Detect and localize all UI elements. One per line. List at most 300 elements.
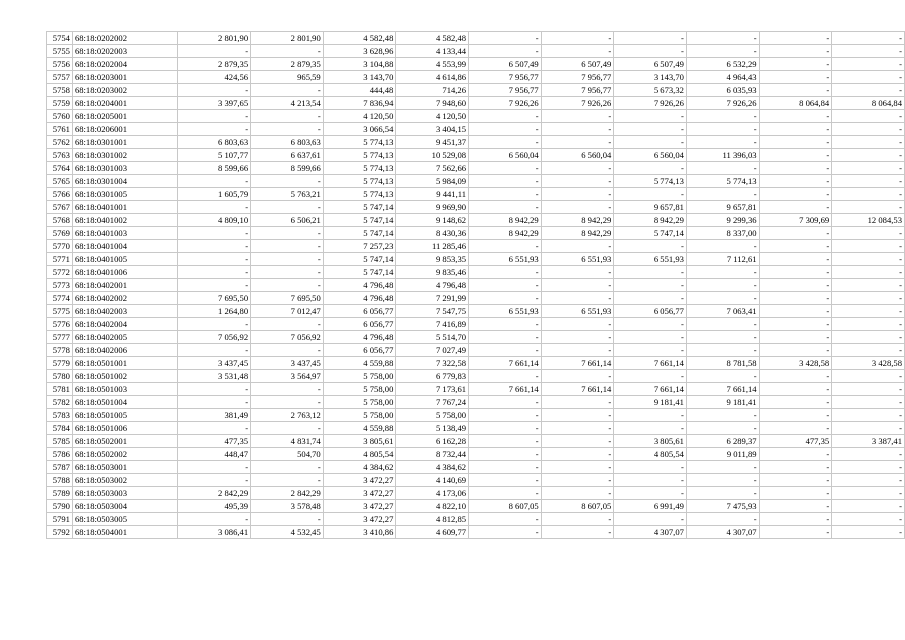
value-cell: 8 942,29 — [541, 227, 614, 240]
value-cell: - — [251, 266, 324, 279]
value-cell: 6 551,93 — [541, 305, 614, 318]
value-cell: 7 926,26 — [469, 97, 542, 110]
value-cell: 4 140,69 — [396, 474, 469, 487]
value-cell: 477,35 — [759, 435, 832, 448]
value-cell: - — [759, 253, 832, 266]
row-number-cell: 5755 — [47, 45, 73, 58]
value-cell: 8 607,05 — [541, 500, 614, 513]
table-row — [47, 422, 905, 435]
value-cell: - — [686, 45, 759, 58]
value-cell: 4 582,48 — [396, 32, 469, 45]
value-cell: - — [178, 461, 251, 474]
value-cell: - — [178, 318, 251, 331]
code-cell: 68:18:0402006 — [72, 344, 178, 357]
value-cell: 381,49 — [178, 409, 251, 422]
value-cell: 3 472,27 — [323, 474, 396, 487]
value-cell: - — [759, 266, 832, 279]
table-row — [47, 513, 905, 526]
table-row — [47, 279, 905, 292]
value-cell: 965,59 — [251, 71, 324, 84]
value-cell: - — [759, 240, 832, 253]
value-cell: - — [541, 32, 614, 45]
value-cell: 9 969,90 — [396, 201, 469, 214]
value-cell: - — [469, 526, 542, 539]
value-cell: 2 842,29 — [251, 487, 324, 500]
value-cell: - — [832, 292, 905, 305]
row-number-cell: 5785 — [47, 435, 73, 448]
value-cell: - — [251, 513, 324, 526]
value-cell: - — [251, 396, 324, 409]
value-cell: - — [759, 409, 832, 422]
value-cell: - — [251, 240, 324, 253]
value-cell: 4 805,54 — [323, 448, 396, 461]
value-cell: - — [178, 279, 251, 292]
value-cell: - — [541, 175, 614, 188]
table-row — [47, 474, 905, 487]
value-cell: 7 173,61 — [396, 383, 469, 396]
code-cell: 68:18:0401004 — [72, 240, 178, 253]
row-number-cell: 5761 — [47, 123, 73, 136]
value-cell: - — [832, 71, 905, 84]
value-cell: 8 942,29 — [469, 214, 542, 227]
value-cell: 4 553,99 — [396, 58, 469, 71]
value-cell: 7 661,14 — [686, 383, 759, 396]
value-cell: - — [614, 370, 687, 383]
value-cell: 9 148,62 — [396, 214, 469, 227]
row-number-cell: 5786 — [47, 448, 73, 461]
value-cell: - — [541, 370, 614, 383]
value-cell: 4 307,07 — [614, 526, 687, 539]
value-cell: - — [541, 201, 614, 214]
value-cell: - — [541, 513, 614, 526]
value-cell: - — [614, 513, 687, 526]
row-number-cell: 5787 — [47, 461, 73, 474]
value-cell: 6 551,93 — [614, 253, 687, 266]
value-cell: 7 926,26 — [614, 97, 687, 110]
value-cell: 8 942,29 — [541, 214, 614, 227]
value-cell: - — [469, 370, 542, 383]
value-cell: 7 056,92 — [178, 331, 251, 344]
code-cell: 68:18:0401003 — [72, 227, 178, 240]
code-cell: 68:18:0301003 — [72, 162, 178, 175]
value-cell: 5 758,00 — [323, 370, 396, 383]
value-cell: - — [759, 448, 832, 461]
value-cell: 6 506,21 — [251, 214, 324, 227]
value-cell: - — [614, 188, 687, 201]
value-cell: 7 322,58 — [396, 357, 469, 370]
code-cell: 68:18:0501005 — [72, 409, 178, 422]
value-cell: 7 948,60 — [396, 97, 469, 110]
code-cell: 68:18:0502002 — [72, 448, 178, 461]
value-cell: 4 582,48 — [323, 32, 396, 45]
code-cell: 68:18:0202004 — [72, 58, 178, 71]
value-cell: - — [832, 110, 905, 123]
value-cell: 4 559,88 — [323, 357, 396, 370]
value-cell: 9 011,89 — [686, 448, 759, 461]
table-row — [47, 487, 905, 500]
value-cell: - — [251, 253, 324, 266]
value-cell: - — [614, 344, 687, 357]
value-cell: - — [469, 123, 542, 136]
value-cell: 2 842,29 — [178, 487, 251, 500]
value-cell: 8 430,36 — [396, 227, 469, 240]
value-cell: 4 609,77 — [396, 526, 469, 539]
code-cell: 68:18:0205001 — [72, 110, 178, 123]
value-cell: - — [686, 409, 759, 422]
value-cell: - — [251, 422, 324, 435]
value-cell: 7 661,14 — [469, 357, 542, 370]
value-cell: 714,26 — [396, 84, 469, 97]
row-number-cell: 5778 — [47, 344, 73, 357]
value-cell: 6 991,49 — [614, 500, 687, 513]
value-cell: - — [759, 149, 832, 162]
table-row — [47, 188, 905, 201]
code-cell: 68:18:0501001 — [72, 357, 178, 370]
row-number-cell: 5756 — [47, 58, 73, 71]
value-cell: 5 514,70 — [396, 331, 469, 344]
value-cell: - — [541, 188, 614, 201]
value-cell: - — [469, 32, 542, 45]
value-cell: - — [759, 58, 832, 71]
value-cell: - — [469, 396, 542, 409]
value-cell: - — [759, 461, 832, 474]
value-cell: 424,56 — [178, 71, 251, 84]
row-number-cell: 5780 — [47, 370, 73, 383]
value-cell: - — [469, 318, 542, 331]
value-cell: - — [541, 448, 614, 461]
value-cell: 4 964,43 — [686, 71, 759, 84]
value-cell: 7 291,99 — [396, 292, 469, 305]
value-cell: 9 181,41 — [614, 396, 687, 409]
value-cell: 8 599,66 — [178, 162, 251, 175]
value-cell: - — [686, 162, 759, 175]
value-cell: 3 428,58 — [759, 357, 832, 370]
code-cell: 68:18:0401006 — [72, 266, 178, 279]
value-cell: - — [759, 71, 832, 84]
row-number-cell: 5767 — [47, 201, 73, 214]
value-cell: - — [686, 461, 759, 474]
value-cell: 6 560,04 — [614, 149, 687, 162]
value-cell: 8 607,05 — [469, 500, 542, 513]
value-cell: 9 451,37 — [396, 136, 469, 149]
row-number-cell: 5770 — [47, 240, 73, 253]
value-cell: 7 695,50 — [178, 292, 251, 305]
value-cell: - — [541, 266, 614, 279]
table-row — [47, 448, 905, 461]
value-cell: - — [832, 409, 905, 422]
value-cell: - — [541, 110, 614, 123]
table-row — [47, 357, 905, 370]
row-number-cell: 5758 — [47, 84, 73, 97]
value-cell: - — [541, 318, 614, 331]
data-table — [46, 31, 905, 539]
value-cell: - — [832, 318, 905, 331]
value-cell: - — [759, 201, 832, 214]
value-cell: - — [178, 253, 251, 266]
value-cell: - — [759, 110, 832, 123]
value-cell: 5 758,00 — [323, 396, 396, 409]
value-cell: - — [832, 136, 905, 149]
value-cell: 3 531,48 — [178, 370, 251, 383]
value-cell: - — [686, 513, 759, 526]
row-number-cell: 5782 — [47, 396, 73, 409]
value-cell: 7 257,23 — [323, 240, 396, 253]
code-cell: 68:18:0301004 — [72, 175, 178, 188]
row-number-cell: 5760 — [47, 110, 73, 123]
table-row — [47, 175, 905, 188]
value-cell: 4 796,48 — [323, 331, 396, 344]
row-number-cell: 5773 — [47, 279, 73, 292]
value-cell: - — [541, 396, 614, 409]
value-cell: - — [832, 58, 905, 71]
value-cell: - — [469, 292, 542, 305]
value-cell: - — [614, 110, 687, 123]
value-cell: 5 107,77 — [178, 149, 251, 162]
table-row — [47, 71, 905, 84]
code-cell: 68:18:0402002 — [72, 292, 178, 305]
value-cell: - — [686, 136, 759, 149]
value-cell: - — [251, 123, 324, 136]
value-cell: 8 781,58 — [686, 357, 759, 370]
value-cell: - — [251, 474, 324, 487]
value-cell: - — [178, 201, 251, 214]
value-cell: 9 299,36 — [686, 214, 759, 227]
value-cell: 5 758,00 — [323, 409, 396, 422]
value-cell: 5 774,13 — [323, 136, 396, 149]
value-cell: - — [832, 162, 905, 175]
value-cell: - — [686, 422, 759, 435]
value-cell: - — [832, 331, 905, 344]
table-row — [47, 110, 905, 123]
table-row — [47, 305, 905, 318]
value-cell: 3 578,48 — [251, 500, 324, 513]
value-cell: 6 637,61 — [251, 149, 324, 162]
value-cell: - — [759, 318, 832, 331]
value-cell: - — [759, 396, 832, 409]
value-cell: - — [832, 45, 905, 58]
value-cell: 6 056,77 — [323, 344, 396, 357]
value-cell: - — [614, 409, 687, 422]
value-cell: 5 774,13 — [686, 175, 759, 188]
value-cell: - — [759, 331, 832, 344]
value-cell: - — [614, 279, 687, 292]
value-cell: - — [469, 422, 542, 435]
value-cell: - — [759, 292, 832, 305]
value-cell: 7 012,47 — [251, 305, 324, 318]
value-cell: - — [614, 422, 687, 435]
value-cell: - — [541, 461, 614, 474]
value-cell: 6 532,29 — [686, 58, 759, 71]
value-cell: - — [178, 84, 251, 97]
row-number-cell: 5762 — [47, 136, 73, 149]
value-cell: 4 822,10 — [396, 500, 469, 513]
value-cell: - — [686, 123, 759, 136]
value-cell: - — [614, 45, 687, 58]
code-cell: 68:18:0503002 — [72, 474, 178, 487]
table-row — [47, 136, 905, 149]
value-cell: 8 942,29 — [469, 227, 542, 240]
code-cell: 68:18:0204001 — [72, 97, 178, 110]
value-cell: - — [832, 370, 905, 383]
value-cell: 4 173,06 — [396, 487, 469, 500]
value-cell: - — [614, 292, 687, 305]
value-cell: 7 661,14 — [614, 357, 687, 370]
value-cell: 5 774,13 — [614, 175, 687, 188]
value-cell: - — [251, 45, 324, 58]
row-number-cell: 5765 — [47, 175, 73, 188]
value-cell: - — [469, 487, 542, 500]
value-cell: 5 758,00 — [396, 409, 469, 422]
value-cell: - — [832, 383, 905, 396]
value-cell: - — [614, 162, 687, 175]
value-cell: 6 803,63 — [178, 136, 251, 149]
value-cell: 6 507,49 — [614, 58, 687, 71]
value-cell: 4 532,45 — [251, 526, 324, 539]
value-cell: 4 307,07 — [686, 526, 759, 539]
value-cell: - — [759, 45, 832, 58]
value-cell: 6 035,93 — [686, 84, 759, 97]
value-cell: - — [541, 487, 614, 500]
value-cell: - — [832, 253, 905, 266]
value-cell: 3 397,65 — [178, 97, 251, 110]
value-cell: - — [178, 240, 251, 253]
value-cell: 8 599,66 — [251, 162, 324, 175]
row-number-cell: 5764 — [47, 162, 73, 175]
value-cell: - — [832, 513, 905, 526]
row-number-cell: 5768 — [47, 214, 73, 227]
value-cell: - — [832, 344, 905, 357]
value-cell: 3 428,58 — [832, 357, 905, 370]
value-cell: 495,39 — [178, 500, 251, 513]
value-cell: 6 056,77 — [323, 318, 396, 331]
value-cell: - — [178, 474, 251, 487]
value-cell: - — [178, 123, 251, 136]
value-cell: - — [541, 162, 614, 175]
value-cell: - — [614, 32, 687, 45]
value-cell: 9 657,81 — [614, 201, 687, 214]
value-cell: 7 547,75 — [396, 305, 469, 318]
value-cell: 504,70 — [251, 448, 324, 461]
value-cell: - — [469, 266, 542, 279]
code-cell: 68:18:0501002 — [72, 370, 178, 383]
value-cell: 3 086,41 — [178, 526, 251, 539]
value-cell: - — [251, 110, 324, 123]
value-cell: - — [614, 474, 687, 487]
value-cell: 7 309,69 — [759, 214, 832, 227]
table-row — [47, 240, 905, 253]
value-cell: 4 796,48 — [323, 292, 396, 305]
code-cell: 68:18:0202002 — [72, 32, 178, 45]
value-cell: - — [469, 188, 542, 201]
table-row — [47, 97, 905, 110]
code-cell: 68:18:0501003 — [72, 383, 178, 396]
value-cell: - — [759, 500, 832, 513]
value-cell: - — [832, 500, 905, 513]
value-cell: - — [178, 175, 251, 188]
value-cell: - — [541, 123, 614, 136]
value-cell: - — [686, 110, 759, 123]
value-cell: 6 162,28 — [396, 435, 469, 448]
table-row — [47, 292, 905, 305]
value-cell: 9 441,11 — [396, 188, 469, 201]
value-cell: 4 831,74 — [251, 435, 324, 448]
value-cell: - — [541, 344, 614, 357]
code-cell: 68:18:0402003 — [72, 305, 178, 318]
row-number-cell: 5779 — [47, 357, 73, 370]
value-cell: 6 560,04 — [469, 149, 542, 162]
value-cell: 6 289,37 — [686, 435, 759, 448]
value-cell: 5 747,14 — [323, 214, 396, 227]
value-cell: 8 732,44 — [396, 448, 469, 461]
code-cell: 68:18:0301001 — [72, 136, 178, 149]
table-row — [47, 409, 905, 422]
value-cell: 2 801,90 — [251, 32, 324, 45]
value-cell: - — [541, 409, 614, 422]
value-cell: 3 404,15 — [396, 123, 469, 136]
value-cell: 6 056,77 — [614, 305, 687, 318]
row-number-cell: 5781 — [47, 383, 73, 396]
value-cell: - — [832, 422, 905, 435]
code-cell: 68:18:0401005 — [72, 253, 178, 266]
value-cell: - — [832, 227, 905, 240]
value-cell: - — [686, 487, 759, 500]
value-cell: - — [178, 383, 251, 396]
value-cell: 9 853,35 — [396, 253, 469, 266]
value-cell: 448,47 — [178, 448, 251, 461]
row-number-cell: 5763 — [47, 149, 73, 162]
table-row — [47, 266, 905, 279]
value-cell: - — [759, 84, 832, 97]
value-cell: 3 805,61 — [323, 435, 396, 448]
table-body — [47, 32, 905, 539]
value-cell: - — [469, 45, 542, 58]
row-number-cell: 5772 — [47, 266, 73, 279]
code-cell: 68:18:0301005 — [72, 188, 178, 201]
table-row — [47, 318, 905, 331]
value-cell: - — [469, 435, 542, 448]
table-row — [47, 253, 905, 266]
code-cell: 68:18:0504001 — [72, 526, 178, 539]
value-cell: 6 779,83 — [396, 370, 469, 383]
value-cell: - — [832, 32, 905, 45]
value-cell: - — [759, 370, 832, 383]
value-cell: - — [832, 305, 905, 318]
value-cell: - — [251, 383, 324, 396]
value-cell: - — [251, 175, 324, 188]
row-number-cell: 5757 — [47, 71, 73, 84]
value-cell: - — [759, 227, 832, 240]
value-cell: 11 285,46 — [396, 240, 469, 253]
value-cell: 4 796,48 — [323, 279, 396, 292]
value-cell: 11 396,03 — [686, 149, 759, 162]
value-cell: - — [614, 136, 687, 149]
value-cell: 5 747,14 — [323, 266, 396, 279]
value-cell: 4 805,54 — [614, 448, 687, 461]
value-cell: - — [832, 201, 905, 214]
row-number-cell: 5769 — [47, 227, 73, 240]
value-cell: - — [541, 435, 614, 448]
value-cell: - — [614, 266, 687, 279]
value-cell: - — [469, 110, 542, 123]
value-cell: - — [178, 266, 251, 279]
value-cell: - — [614, 461, 687, 474]
value-cell: - — [541, 292, 614, 305]
value-cell: - — [469, 175, 542, 188]
value-cell: 3 143,70 — [614, 71, 687, 84]
value-cell: 6 803,63 — [251, 136, 324, 149]
value-cell: 6 056,77 — [323, 305, 396, 318]
value-cell: - — [251, 461, 324, 474]
